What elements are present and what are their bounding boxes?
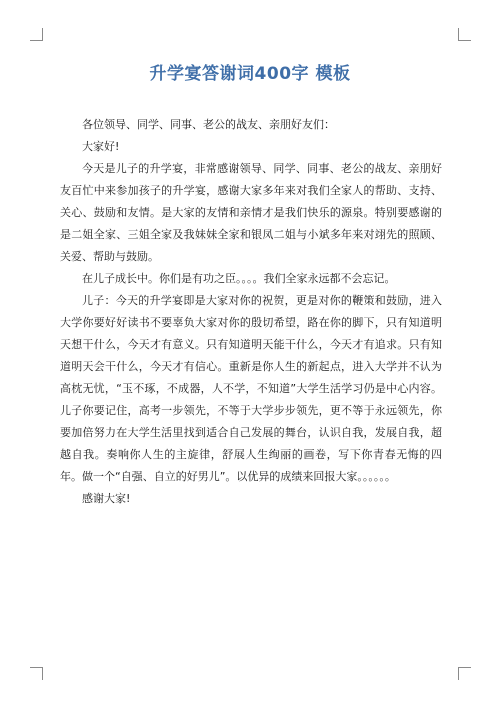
page-corner-mark-top-right [458, 28, 471, 41]
thanks-paragraph: 今天是儿子的升学宴，非常感谢领导、同学、同事、老公的战友、亲朋好友百忙中来参加孩子的升学宴，感谢大家多年来对我们全家人的帮助、支持、关心、鼓励和友情。是大家的友情和亲情才是我们快乐的源泉。特别要感谢的是二姐全家、三姐全家及我妹妹全家和银凤二姐与小斌多年来对翊先的照顾、关爱、帮助与鼓励。 [60, 162, 442, 263]
greeting-paragraph: 大家好! [82, 140, 120, 153]
page-corner-mark-bottom-left [30, 667, 43, 680]
document-body [60, 114, 442, 510]
page-corner-mark-top-left [30, 28, 43, 41]
message-to-son-paragraph: 儿子：今天的升学宴即是大家对你的祝贺，更是对你的鞭策和鼓励，进入大学你要好好读书不要辜负大家对你的殷切希望，路在你的脚下，只有知道明天想干什么，今天才有意义。只有知道明天能干什么，今天才有追求。只有知道明天会干什么，今天才有信心。重新是你人生的新起点，进入大学并不认为高枕无忧，“玉不琢，不成器，人不学，不知道”大学生活学习仍是中心内容。儿子你要记住，高考一步领先，不等于大学步步领先，更不等于永远领先，你要加倍努力在大学生活里找到适合自己发展的舞台，认识自我，发展自我，超越自我。奏响你人生的主旋律，舒展人生绚丽的画卷，写下你青春无悔的四年。做一个“自强、自立的好男儿”。以优异的成绩来回报大家。。。。。。 [60, 294, 442, 483]
closing-paragraph: 感谢大家! [82, 492, 131, 505]
document-title: 升学宴答谢词400字 模板 [149, 64, 351, 84]
growth-paragraph: 在儿子成长中。你们是有功之臣。。。。我们全家永远都不会忘记。 [82, 272, 396, 285]
salutation-paragraph: 各位领导、同学、同事、老公的战友、亲朋好友们： [82, 118, 335, 131]
page-corner-mark-bottom-right [458, 667, 471, 680]
